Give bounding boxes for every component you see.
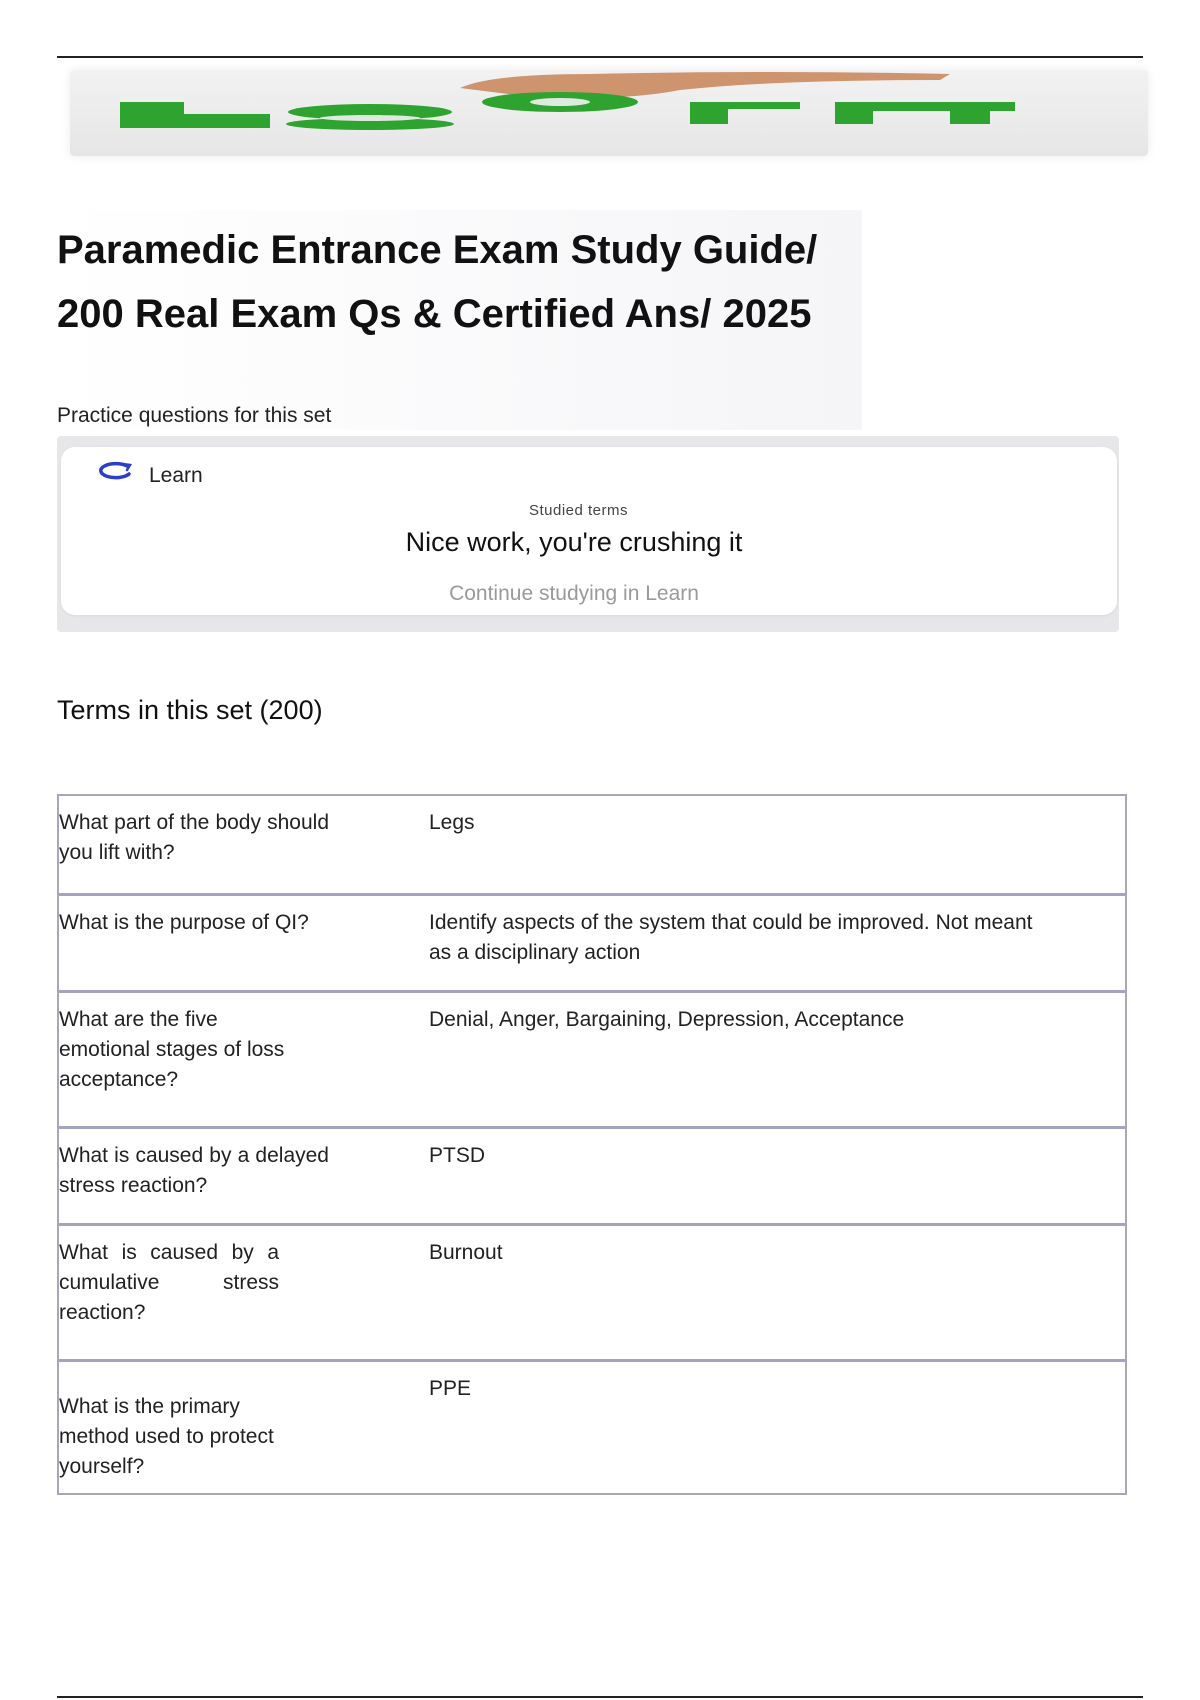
document-title bbox=[57, 218, 877, 346]
studied-terms-label: Studied terms bbox=[528, 502, 629, 519]
term-row bbox=[59, 1129, 1125, 1226]
term-answer: Burnout bbox=[429, 1241, 503, 1264]
top-divider bbox=[57, 56, 1143, 58]
term-answer: Denial, Anger, Bargaining, Depression, Acceptance bbox=[429, 1008, 905, 1031]
term-question: What is caused by a cumulative stress reaction? bbox=[59, 1241, 279, 1324]
term-answer: PTSD bbox=[429, 1144, 486, 1167]
term-question: What part of the body should you lift with? bbox=[59, 811, 329, 864]
learn-progress-message: Nice work, you're crushing it bbox=[405, 527, 743, 557]
term-row bbox=[59, 896, 1125, 993]
learn-card-title: Learn bbox=[149, 464, 203, 487]
term-row bbox=[59, 796, 1125, 896]
title-line-2: 200 Real Exam Qs & Certified Ans/ 2025 bbox=[57, 292, 812, 336]
term-question: What is the purpose of QI? bbox=[59, 911, 309, 934]
terms-table bbox=[57, 794, 1127, 1495]
learn-logo-image bbox=[70, 70, 1148, 156]
continue-studying-link[interactable]: Continue studying in Learn bbox=[449, 582, 699, 605]
learn-cycle-icon bbox=[95, 458, 135, 482]
title-line-1: Paramedic Entrance Exam Study Guide/ bbox=[57, 228, 818, 272]
term-question: What is the primary method used to protect yourself? bbox=[59, 1395, 274, 1478]
term-row bbox=[59, 993, 1125, 1129]
bottom-divider bbox=[57, 1696, 1143, 1698]
term-answer: Identify aspects of the system that could be improved. Not meant as a disciplinary action bbox=[429, 911, 1033, 964]
term-row bbox=[59, 1226, 1125, 1362]
term-question: What is caused by a delayed stress reaction? bbox=[59, 1144, 329, 1197]
term-row bbox=[59, 1362, 1125, 1495]
learn-banner-logo bbox=[70, 70, 1148, 156]
term-answer: Legs bbox=[429, 811, 475, 834]
term-answer: PPE bbox=[429, 1377, 472, 1400]
term-question: What are the five emotional stages of loss acceptance? bbox=[59, 1008, 285, 1091]
practice-questions-label: Practice questions for this set bbox=[57, 404, 332, 427]
terms-heading: Terms in this set (200) bbox=[57, 695, 323, 725]
